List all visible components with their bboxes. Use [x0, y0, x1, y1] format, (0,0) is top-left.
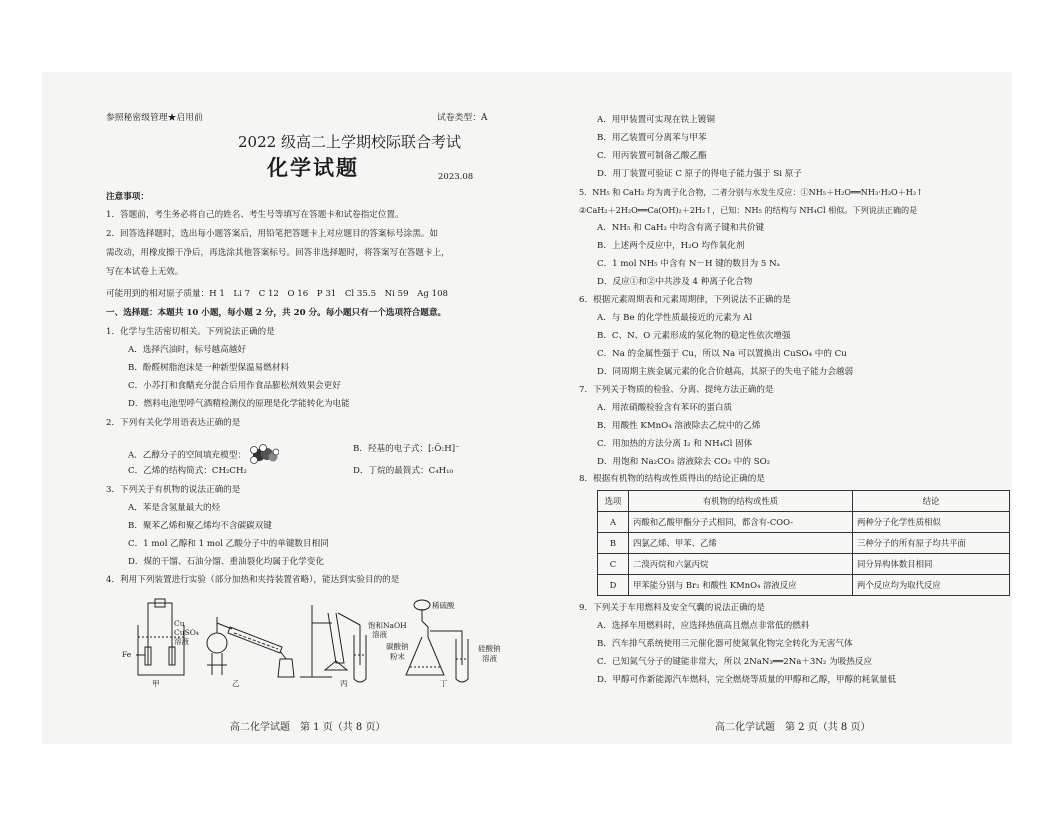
- question-2-option-c: C．乙烯的结构简式：CH₂CH₂: [128, 466, 247, 476]
- notice-2b: 需改动，用橡皮擦干净后，再选涂其他答案标号。回答非选择题时，将答案写在答题卡上，: [106, 248, 450, 258]
- label-powder: 粉末: [390, 652, 405, 661]
- label-bing: 丙: [340, 679, 348, 688]
- question-9-option-b: B．汽车排气系统使用三元催化器可使氮氧化物完全转化为无害气体: [597, 639, 853, 649]
- table-header-cell: 选项: [598, 491, 629, 512]
- question-5-option-b: B．上述两个反应中，H₂O 均作氧化剂: [597, 241, 745, 251]
- question-2-option-a: [128, 444, 279, 466]
- exam-title: 2022 级高二上学期校际联合考试: [238, 133, 461, 151]
- confidential-label: 参照秘密级管理★启用前: [106, 113, 203, 123]
- table-cell: D: [598, 575, 629, 596]
- section-1-heading: 一、选择题：本题共 10 小题，每小题 2 分，共 20 分。每小题只有一个选项符合题意。: [106, 308, 447, 318]
- label-ding: 丁: [440, 679, 448, 688]
- question-1-option-d: D．燃料电池型呼气酒精检测仪的原理是化学能转化为电能: [128, 399, 350, 409]
- question-8: 8．根据有机物的结构或性质得出的结论正确的是: [579, 474, 765, 484]
- question-3-option-a: A．苯是含氢量最大的烃: [128, 503, 221, 513]
- question-5-option-d: D．反应①和②中共涉及 4 种离子化合物: [597, 277, 753, 287]
- table-cell: A: [598, 512, 629, 533]
- table-cell: 两个反应均为取代反应: [853, 575, 1010, 596]
- label-fe: Fe: [122, 650, 132, 659]
- question-5-line-2: ②CaH₂＋2H₂O══Ca(OH)₂＋2H₂↑，已知：NH₅ 的结构与 NH₄Cl 相似。下列说法正确的是: [579, 205, 918, 215]
- question-7-option-c: C．用加热的方法分离 I₂ 和 NH₄Cl 固体: [597, 439, 753, 449]
- table-cell: 二溴丙烷和六氯丙烷: [629, 554, 853, 575]
- question-5-option-a: A．NH₅ 和 CaH₂ 中均含有离子键和共价键: [597, 223, 765, 233]
- question-6: 6．根据元素周期表和元素周期律，下列说法不正确的是: [579, 295, 791, 305]
- table-cell: 同分异构体数目相同: [853, 554, 1010, 575]
- exam-date: 2023.08: [438, 172, 474, 182]
- question-7-option-b: B．用酸性 KMnO₄ 溶液除去乙烷中的乙烯: [597, 421, 761, 431]
- label-cu: Cu: [174, 619, 185, 628]
- label-jia: 甲: [152, 679, 160, 688]
- apparatus-ding: [406, 600, 468, 682]
- table-cell: 甲苯能分别与 Br₂ 和酸性 KMnO₄ 溶液反应: [629, 575, 853, 596]
- notice-1: 1．答题前，考生务必将自己的姓名、考生号等填写在答题卡和试卷指定位置。: [106, 210, 404, 220]
- question-2-option-a-text: A．乙醇分子的空间填充模型：: [128, 450, 246, 461]
- question-7: 7．下列关于物质的检验、分离、提纯方法正确的是: [579, 385, 774, 395]
- question-5-option-c: C．1 mol NH₅ 中含有 N－H 键的数目为 5 Nₐ: [597, 259, 780, 269]
- label-cuso4: CuSO₄: [174, 628, 199, 637]
- table-header-cell: 有机物的结构或性质: [629, 491, 853, 512]
- question-3: 3．下列关于有机物的说法正确的是: [106, 485, 241, 495]
- table-header-cell: 结论: [853, 491, 1010, 512]
- label-solution-1: 溶液: [174, 637, 189, 646]
- question-3-option-b: B．聚苯乙烯和聚乙烯均不含碳碳双键: [128, 521, 272, 531]
- label-na2co3: 碳酸钠: [386, 642, 409, 651]
- question-5-line-1: 5．NH₅ 和 CaH₂ 均为离子化合物，二者分别与水发生反应：①NH₅＋H₂O══NH₃·H₂O＋H₂↑: [579, 187, 923, 197]
- question-6-option-c: C．Na 的金属性强于 Cu，所以 Na 可以置换出 CuSO₄ 中的 Cu: [597, 349, 847, 359]
- question-2-option-d: D．丁烷的最简式：C₄H₁₀: [353, 466, 454, 476]
- table-cell: 两种分子化学性质相似: [853, 512, 1010, 533]
- question-2-option-b: B．羟基的电子式：[:Ö:H]⁻: [353, 444, 460, 454]
- question-2: 2．下列有关化学用语表达正确的是: [106, 418, 241, 428]
- question-9-option-a: A．选择车用燃料时，应选择热值高且燃点非常低的燃料: [597, 621, 810, 631]
- question-6-option-b: B．C、N、O 元素形成的氢化物的稳定性依次增强: [597, 331, 791, 341]
- notice-2c: 写在本试卷上无效。: [106, 267, 184, 277]
- table-cell: C: [598, 554, 629, 575]
- table-row: [598, 575, 1010, 596]
- exam-sheet: [42, 72, 1012, 744]
- question-4-option-b: B．用乙装置可分离苯与甲苯: [597, 133, 707, 143]
- notice-2a: 2．回答选择题时，选出每小题答案后，用铅笔把答题卡上对应题目的答案标号涂黑。如: [106, 229, 439, 239]
- question-9: 9．下列关于车用燃料及安全气囊的说法正确的是: [579, 603, 765, 613]
- page-1-footer: 高二化学试题 第 1 页（共 8 页）: [230, 722, 386, 733]
- question-6-option-d: D．同周期主族金属元素的化合价越高，其原子的失电子能力会越弱: [597, 367, 854, 377]
- table-row: [598, 512, 1010, 533]
- table-row: [598, 554, 1010, 575]
- question-6-option-a: A．与 Be 的化学性质最接近的元素为 Al: [597, 313, 753, 323]
- question-1: 1．化学与生活密切相关。下列说法正确的是: [106, 327, 275, 337]
- table-cell: 丙酸和乙酸甲酯分子式相同，都含有-COO-: [629, 512, 853, 533]
- atomic-masses: 可能用到的相对原子质量：H 1 Li 7 C 12 O 16 P 31 Cl 35.5 Ni 59 Ag 108: [106, 289, 449, 299]
- table-row: [598, 533, 1010, 554]
- apparatus-bing: [300, 605, 366, 682]
- label-yi: 乙: [232, 679, 240, 688]
- paper-type-label: 试卷类型：A: [437, 113, 488, 123]
- label-acid: 稀硫酸: [432, 601, 455, 610]
- question-4-option-d: D．用丁装置可验证 C 原子的得电子能力强于 Si 原子: [597, 169, 802, 179]
- subject-title: 化学试题: [267, 155, 359, 180]
- question-4: 4．利用下列装置进行实验（部分加热和夹持装置省略），能达到实验目的的是: [106, 575, 400, 585]
- question-4-option-a: A．用甲装置可实现在铁上镀铜: [597, 115, 715, 125]
- question-9-option-c: C．已知氮气分子的键能非常大，所以 2NaN₃══2Na＋3N₂ 为吸热反应: [597, 657, 873, 667]
- table-header-row: [598, 491, 1010, 512]
- page-2-footer: 高二化学试题 第 2 页（共 8 页）: [715, 722, 871, 733]
- question-3-option-c: C．1 mol 乙醇和 1 mol 乙酸分子中的单键数目相同: [128, 539, 329, 549]
- table-cell: 三种分子的所有原子均共平面: [853, 533, 1010, 554]
- question-3-option-d: D．煤的干馏、石油分馏、重油裂化均属于化学变化: [128, 557, 324, 567]
- question-4-option-c: C．用丙装置可制备乙酸乙酯: [597, 151, 707, 161]
- table-cell: 四氯乙烯、甲苯、乙烯: [629, 533, 853, 554]
- question-7-option-a: A．用浓硝酸检验含有苯环的蛋白质: [597, 403, 733, 413]
- apparatus-yi: [207, 617, 294, 677]
- label-naoh: 饱和NaOH: [368, 621, 407, 630]
- question-9-option-d: D．甲醇可作新能源汽车燃料，完全燃烧等质量的甲醇和乙醇，甲醇的耗氧量低: [597, 675, 897, 685]
- notice-heading: 注意事项：: [106, 192, 149, 202]
- question-7-option-d: D．用饱和 Na₂CO₃ 溶液除去 CO₂ 中的 SO₂: [597, 457, 771, 467]
- label-solution-2: 溶液: [372, 630, 387, 639]
- question-1-option-b: B．酚醛树脂泡沫是一种新型保温易燃材料: [128, 363, 290, 373]
- ethanol-model-icon: [249, 444, 279, 466]
- question-1-option-c: C．小苏打和食醋充分混合后用作食品膨松剂效果会更好: [128, 381, 341, 391]
- question-1-option-a: A．选择汽油时，标号越高越好: [128, 345, 246, 355]
- label-solution-3: 溶液: [482, 654, 497, 663]
- question-8-table: [597, 490, 1010, 596]
- table-cell: B: [598, 533, 629, 554]
- label-silicate: 硅酸钠: [478, 644, 501, 653]
